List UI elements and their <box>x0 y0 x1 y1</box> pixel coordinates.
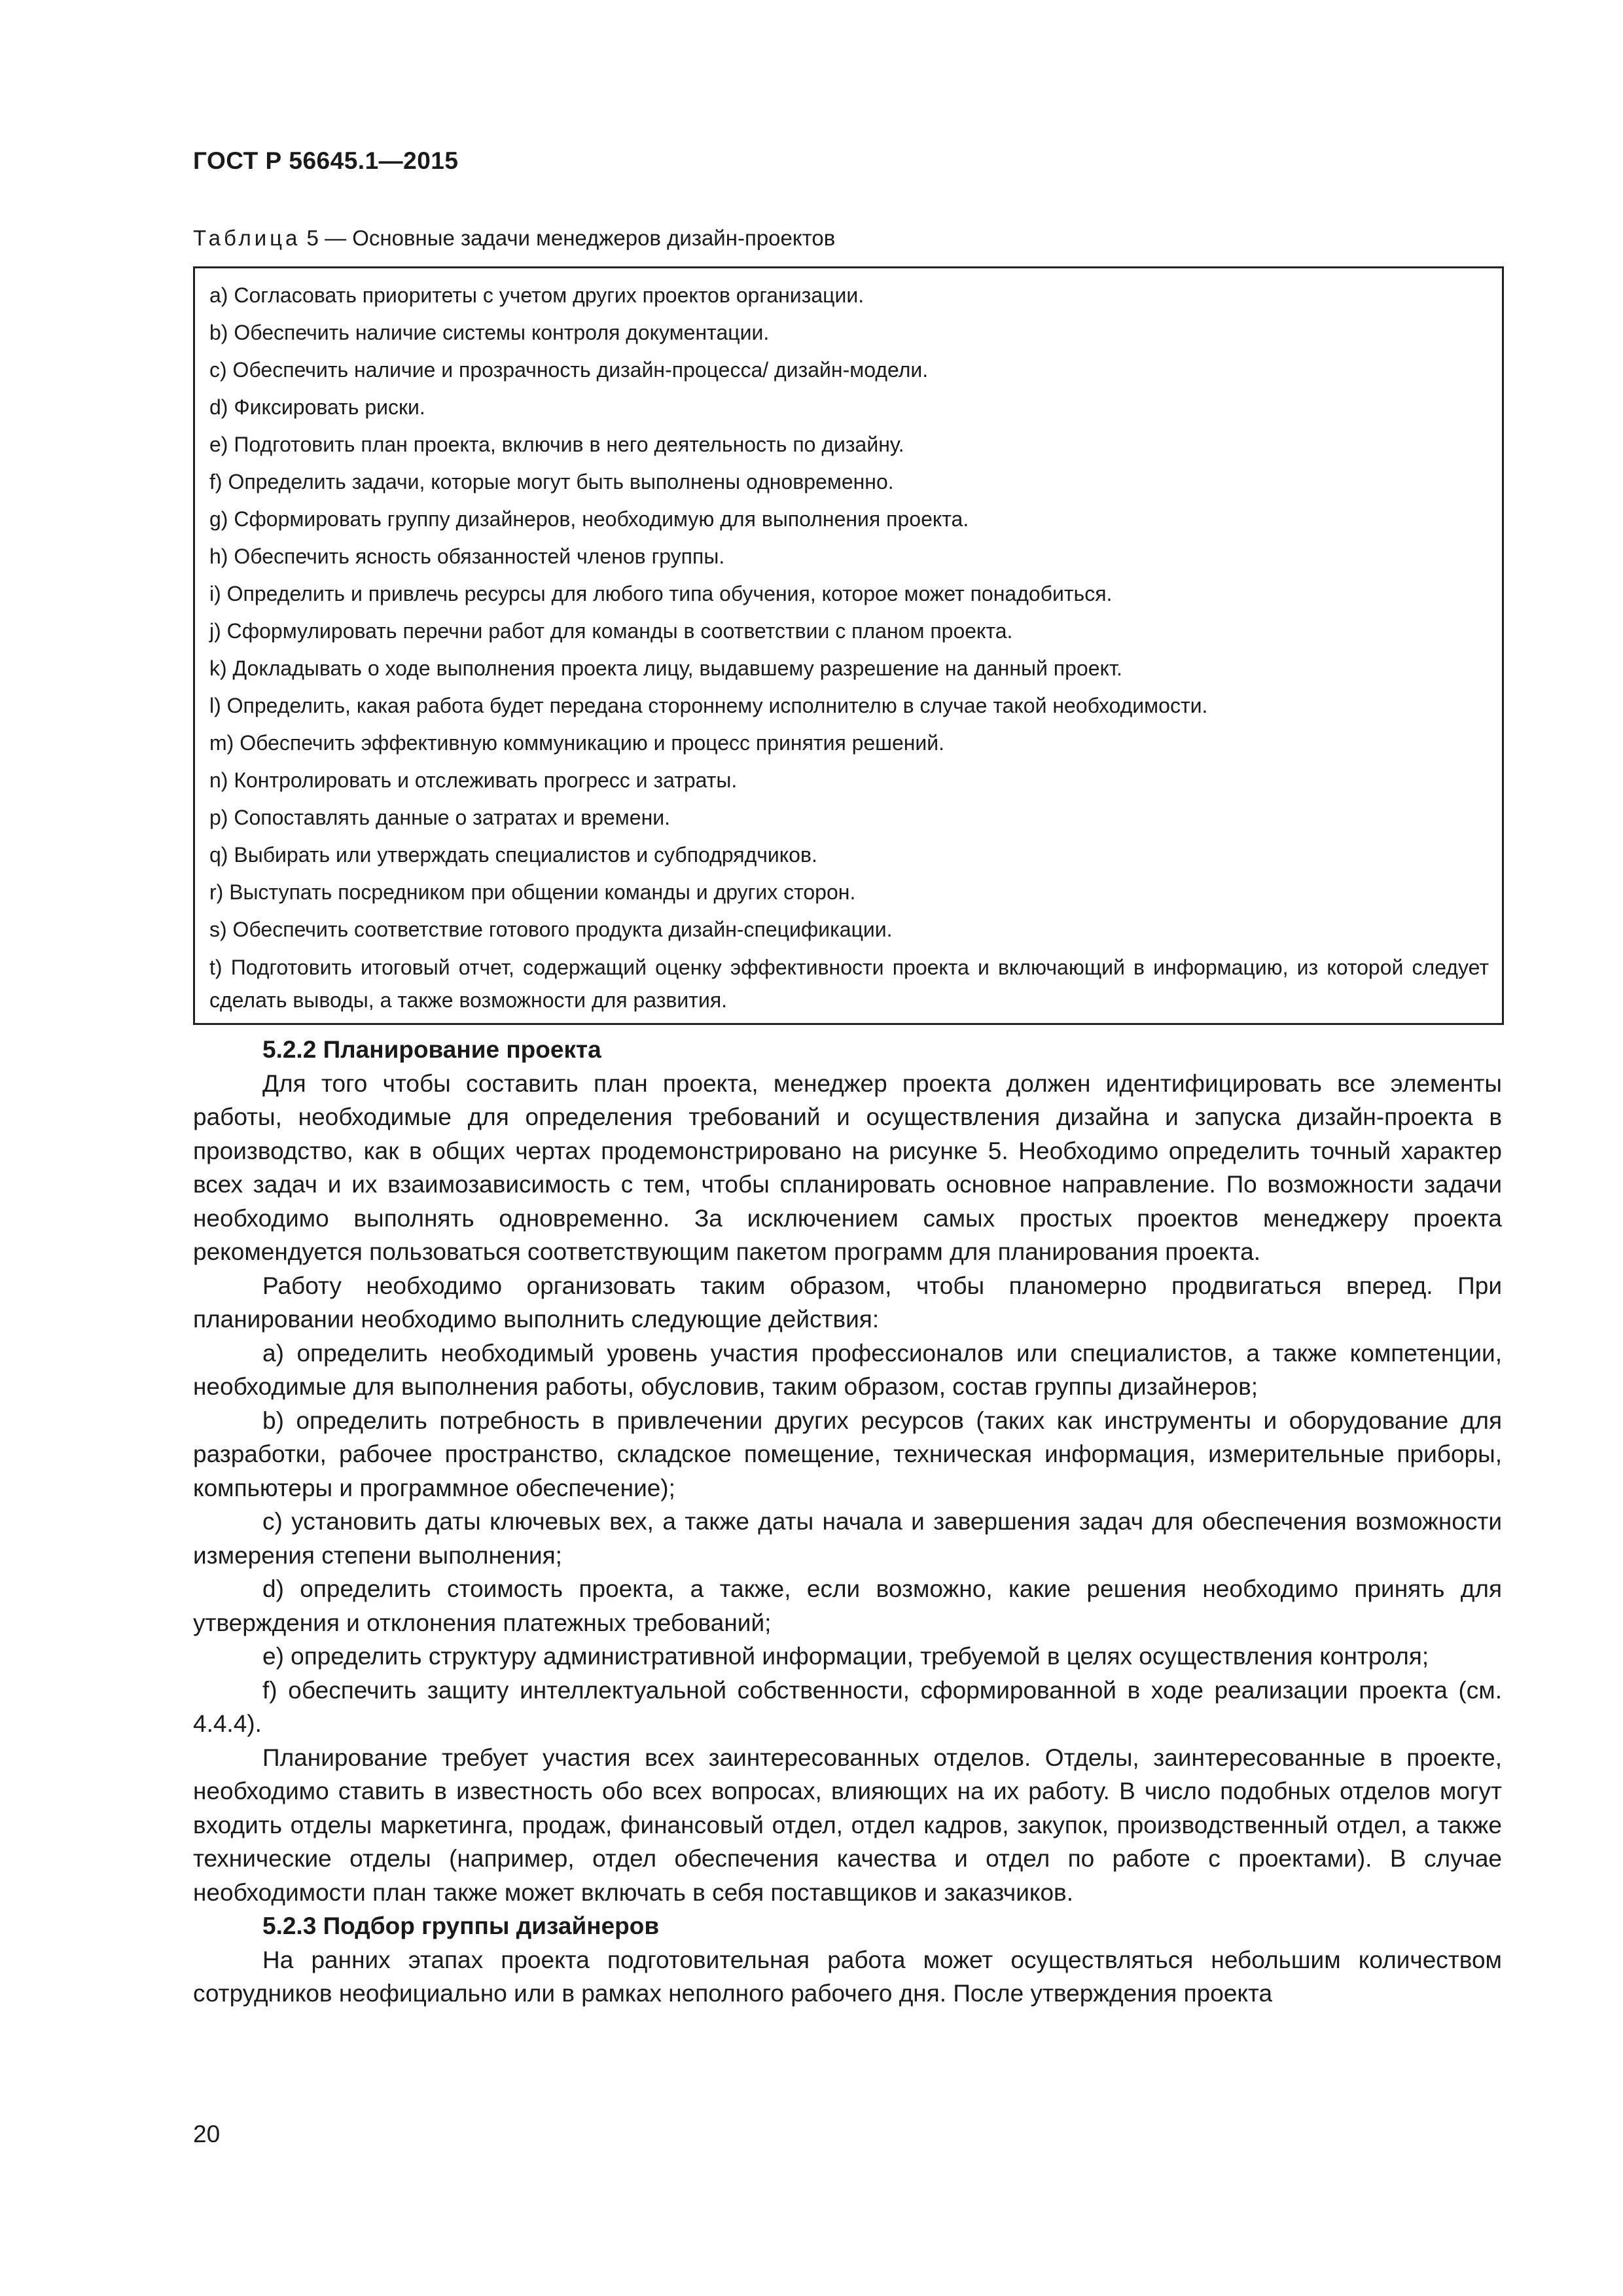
table-row: i) Определить и привлечь ресурсы для любого типа обучения, которое может понадобиться. <box>209 582 1113 605</box>
table-row: d) Фиксировать риски. <box>209 395 425 419</box>
list-item: f) обеспечить защиту интеллектуальной собственности, сформированной в ходе реализации проекта (см. 4.4.4). <box>193 1676 1502 1737</box>
table-caption-label: Таблица <box>193 226 301 250</box>
section-heading-522: 5.2.2 Планирование проекта <box>262 1036 601 1063</box>
table-row: q) Выбирать или утверждать специалистов и субподрядчиков. <box>209 843 817 867</box>
table-row: g) Сформировать группу дизайнеров, необходимую для выполнения проекта. <box>209 507 969 531</box>
list-item: a) определить необходимый уровень участия профессионалов или специалистов, а также компетенции, необходимые для выполнения работы, обусловив, таким образом, состав группы дизайнеров; <box>193 1339 1502 1400</box>
table-caption <box>193 226 835 251</box>
body-text <box>193 1033 1502 2011</box>
table-row: p) Сопоставлять данные о затратах и времени. <box>209 806 671 829</box>
table-row: n) Контролировать и отслеживать прогресс и затраты. <box>209 768 738 792</box>
list-item: e) определить структуру административной информации, требуемой в целях осуществления контроля; <box>262 1643 1429 1670</box>
table-row: r) Выступать посредником при общении команды и других сторон. <box>209 880 856 904</box>
page-number: 20 <box>193 2121 221 2147</box>
table-row: t) Подготовить итоговый отчет, содержащий оценку эффективности проекта и включающий в информацию, из которой следует сделать выводы, а также возможности для развития. <box>209 956 1489 1012</box>
table-row: s) Обеспечить соответствие готового продукта дизайн-спецификации. <box>209 918 893 941</box>
table-row: f) Определить задачи, которые могут быть выполнены одновременно. <box>209 470 894 493</box>
paragraph: Планирование требует участия всех заинтересованных отделов. Отделы, заинтересованные в проекте, необходимо ставить в известность обо всех вопросах, влияющих на их работу. В число подобных отделов могут входить отделы маркетинга, продаж, финансовый отдел, отдел кадров, закупок, производственный отдел, а также технические отделы (например, отдел обеспечения качества и отдел по работе с проектами). В случае необходимости план также может включать в себя поставщиков и заказчиков. <box>193 1744 1502 1906</box>
table-caption-title: 5 — Основные задачи менеджеров дизайн-проектов <box>300 226 836 250</box>
table-row: k) Докладывать о ходе выполнения проекта лицу, выдавшему разрешение на данный проект. <box>209 656 1122 680</box>
paragraph: На ранних этапах проекта подготовительная работа может осуществляться небольшим количеством сотрудников неофициально или в рамках неполного рабочего дня. После утверждения проекта <box>193 1946 1502 2007</box>
table-row: j) Сформулировать перечни работ для команды в соответствии с планом проекта. <box>209 619 1013 643</box>
list-item: c) установить даты ключевых вех, а также даты начала и завершения задач для обеспечения возможности измерения степени выполнения; <box>193 1508 1502 1569</box>
table-row: l) Определить, какая работа будет передана стороннему исполнителю в случае такой необходимости. <box>209 694 1208 717</box>
list-item: b) определить потребность в привлечении других ресурсов (таких как инструменты и оборудование для разработки, рабочее пространство, складское помещение, техническая информация, измерительные приборы, компьютеры и программное обеспечение); <box>193 1407 1502 1501</box>
table-row: e) Подготовить план проекта, включив в него деятельность по дизайну. <box>209 433 904 456</box>
table-row: h) Обеспечить ясность обязанностей членов группы. <box>209 545 725 568</box>
table-row: m) Обеспечить эффективную коммуникацию и процесс принятия решений. <box>209 731 945 755</box>
table-row: c) Обеспечить наличие и прозрачность дизайн-процесса/ дизайн-модели. <box>209 358 929 382</box>
table-row: b) Обеспечить наличие системы контроля документации. <box>209 321 770 344</box>
section-heading-523: 5.2.3 Подбор группы дизайнеров <box>262 1912 660 1939</box>
table-row: a) Согласовать приоритеты с учетом других проектов организации. <box>209 283 865 307</box>
document-header: ГОСТ Р 56645.1—2015 <box>193 147 459 174</box>
tasks-table <box>193 266 1504 1025</box>
paragraph: Для того чтобы составить план проекта, менеджер проекта должен идентифицировать все элементы работы, необходимые для определения требований и осуществления дизайна и запуска дизайн-проекта в производство, как в общих чертах продемонстрировано на рисунке 5. Необходимо определить точный характер всех задач и их взаимозависимость с тем, чтобы спланировать основное направление. По возможности задачи необходимо выполнять одновременно. За исключением самых простых проектов менеджеру проекта рекомендуется пользоваться соответствующим пакетом программ для планирования проекта. <box>193 1069 1502 1265</box>
list-item: d) определить стоимость проекта, а также, если возможно, какие решения необходимо принять для утверждения и отклонения платежных требований; <box>193 1575 1502 1636</box>
paragraph: Работу необходимо организовать таким образом, чтобы планомерно продвигаться вперед. При планировании необходимо выполнить следующие действия: <box>193 1272 1502 1333</box>
